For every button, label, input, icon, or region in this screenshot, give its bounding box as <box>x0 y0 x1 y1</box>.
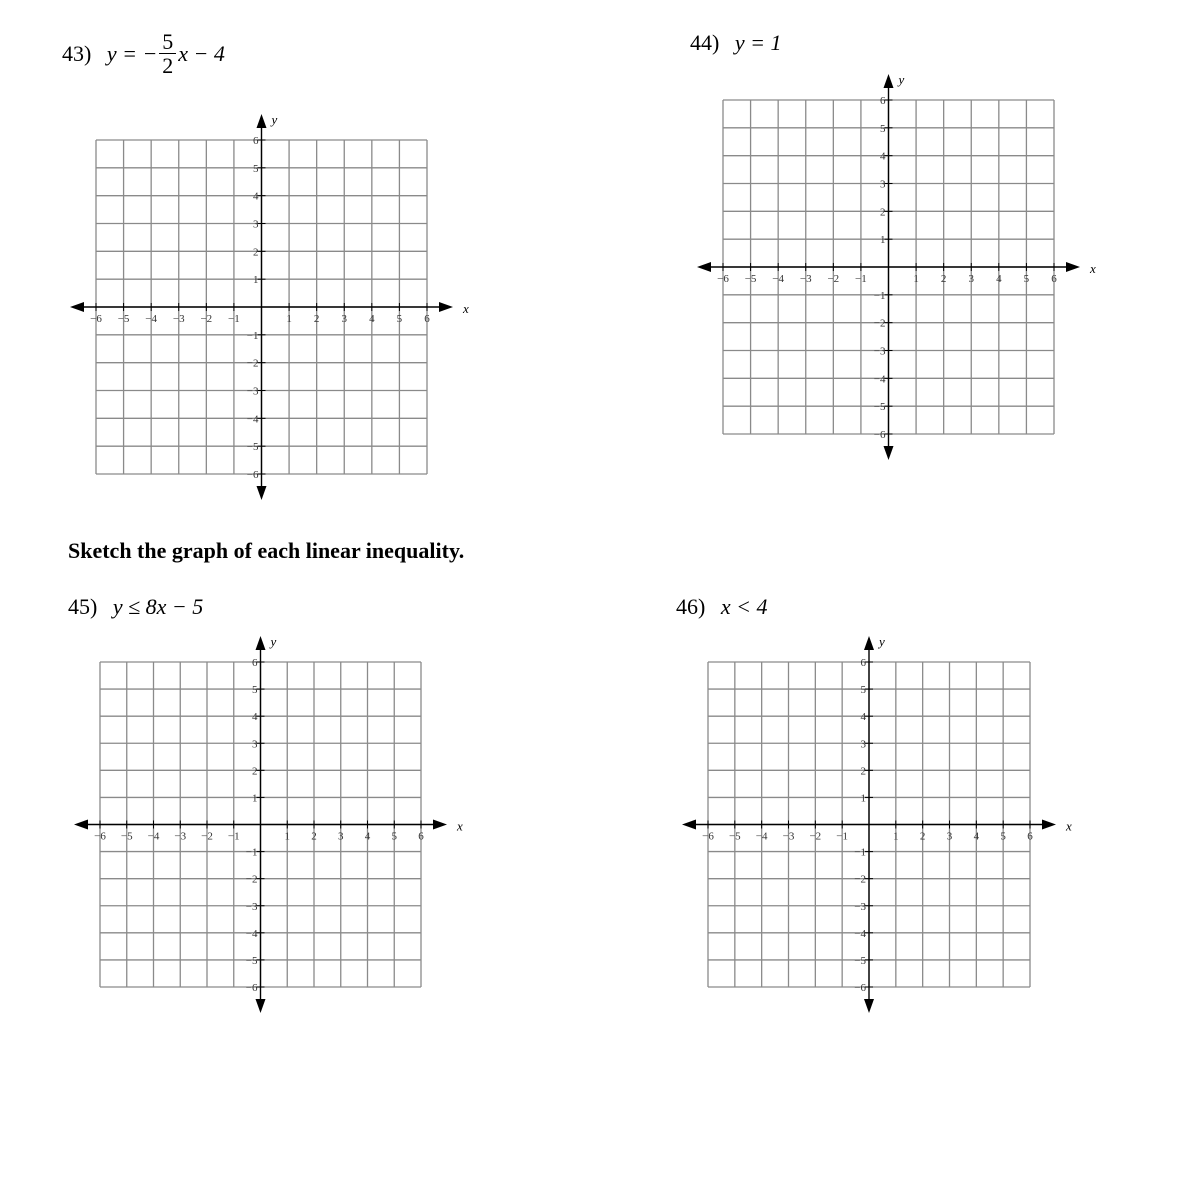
y-tick-label: −4 <box>873 373 886 386</box>
y-tick-label: −3 <box>854 900 866 913</box>
y-axis-label: y <box>271 112 278 127</box>
x-tick-label: 1 <box>286 313 292 325</box>
equation-rhs: x − 4 <box>178 40 225 66</box>
y-tick-label: 4 <box>252 711 258 724</box>
y-tick-label: 4 <box>880 150 886 163</box>
x-tick-label: −2 <box>201 830 213 843</box>
problem-number: 43) <box>62 40 92 66</box>
x-tick-label: −2 <box>809 830 822 843</box>
x-tick-label: 5 <box>396 313 403 325</box>
x-tick-label: 4 <box>369 313 375 325</box>
y-tick-label: 3 <box>860 738 866 751</box>
y-tick-label: 5 <box>252 684 258 697</box>
y-tick-label: 6 <box>880 95 886 107</box>
y-tick-label: 6 <box>860 657 866 669</box>
y-tick-label: −3 <box>246 385 259 398</box>
y-tick-label: −5 <box>245 954 258 967</box>
equation-lhs: y = − <box>106 40 158 66</box>
problem-number: 46) <box>676 594 706 619</box>
x-tick-label: −6 <box>90 313 102 325</box>
problem-number: 45) <box>68 594 98 619</box>
x-tick-label: −5 <box>744 273 757 285</box>
fraction-numerator: 5 <box>159 30 176 54</box>
equation: y = 1 <box>734 30 782 55</box>
y-tick-label: −6 <box>246 469 259 481</box>
x-tick-label: −4 <box>147 830 160 843</box>
x-tick-label: 6 <box>1027 830 1033 843</box>
y-tick-label: 3 <box>880 178 886 191</box>
y-tick-label: −5 <box>246 441 259 454</box>
x-tick-label: 6 <box>1051 273 1057 285</box>
x-tick-label: −5 <box>120 830 133 843</box>
y-tick-label: 6 <box>252 657 258 669</box>
y-tick-label: −1 <box>854 846 866 859</box>
y-tick-label: 1 <box>253 274 259 287</box>
y-tick-label: 5 <box>253 162 259 175</box>
y-tick-label: 2 <box>252 765 258 778</box>
y-tick-label: 5 <box>880 122 886 135</box>
y-tick-label: −2 <box>246 357 259 370</box>
x-tick-label: −2 <box>200 313 213 325</box>
x-tick-label: −2 <box>827 273 840 285</box>
x-tick-label: −3 <box>174 830 187 843</box>
x-tick-label: −3 <box>782 830 795 843</box>
x-tick-label: 2 <box>919 830 926 843</box>
y-tick-label: −5 <box>854 954 866 967</box>
y-axis-label: y <box>879 634 885 649</box>
y-tick-label: −1 <box>246 329 259 342</box>
x-tick-label: 1 <box>913 273 919 285</box>
x-tick-label: 3 <box>968 273 974 285</box>
x-tick-label: −1 <box>855 273 867 285</box>
y-tick-label: 1 <box>860 792 866 805</box>
x-tick-label: 3 <box>946 830 953 843</box>
x-tick-label: 1 <box>284 830 290 843</box>
y-tick-label: −3 <box>245 900 258 913</box>
x-tick-label: −1 <box>227 830 240 843</box>
x-tick-label: 6 <box>418 830 424 843</box>
x-tick-label: 5 <box>1000 830 1006 843</box>
x-axis-arrow-right <box>1042 820 1056 830</box>
y-axis-label: y <box>898 72 905 87</box>
equation: y ≤ 8x − 5 <box>112 594 204 619</box>
x-tick-label: −3 <box>799 273 812 285</box>
x-tick-label: 5 <box>1023 273 1030 285</box>
instruction: Sketch the graph of each linear inequality. <box>68 538 465 563</box>
y-tick-label: 3 <box>253 218 259 231</box>
x-tick-label: 2 <box>311 830 317 843</box>
x-tick-label: −1 <box>228 313 240 325</box>
x-tick-label: 2 <box>313 313 320 325</box>
x-tick-label: −6 <box>94 830 106 843</box>
x-tick-label: −4 <box>145 313 158 325</box>
y-tick-label: −5 <box>873 401 886 414</box>
y-axis-arrow-down <box>864 999 874 1013</box>
y-tick-label: 1 <box>880 234 886 247</box>
x-tick-label: 2 <box>940 273 947 285</box>
y-tick-label: 2 <box>860 765 866 778</box>
y-tick-label: −1 <box>245 846 258 859</box>
y-tick-label: −2 <box>854 873 866 886</box>
y-tick-label: 2 <box>253 246 259 259</box>
x-tick-label: 5 <box>391 830 397 843</box>
y-tick-label: 4 <box>253 190 259 203</box>
x-tick-label: 3 <box>338 830 344 843</box>
x-axis-label: x <box>1090 261 1096 276</box>
problem-number: 44) <box>690 30 720 55</box>
x-axis-label: x <box>463 301 469 316</box>
fraction-denominator: 2 <box>162 53 174 79</box>
x-tick-label: −6 <box>717 273 729 285</box>
x-tick-label: −1 <box>836 830 849 843</box>
y-tick-label: −1 <box>873 289 886 302</box>
y-tick-label: −4 <box>245 927 258 940</box>
y-tick-label: −6 <box>873 429 886 441</box>
y-tick-label: −4 <box>854 927 866 940</box>
y-tick-label: 6 <box>253 135 259 147</box>
x-tick-label: 3 <box>341 313 347 325</box>
y-axis-arrow-up <box>864 636 874 650</box>
y-tick-label: −2 <box>873 317 886 330</box>
y-tick-label: 2 <box>880 206 886 219</box>
x-tick-label: 4 <box>364 830 371 843</box>
x-tick-label: −4 <box>772 273 785 285</box>
y-tick-label: 1 <box>252 792 258 805</box>
x-axis-arrow-left <box>682 820 696 830</box>
x-tick-label: −5 <box>117 313 130 325</box>
x-axis-label: x <box>1066 818 1072 834</box>
x-tick-label: −4 <box>755 830 768 843</box>
x-tick-label: 1 <box>893 830 899 843</box>
y-tick-label: −3 <box>873 345 886 358</box>
y-axis-label: y <box>270 634 277 649</box>
y-tick-label: 3 <box>252 738 258 751</box>
y-tick-label: −6 <box>854 982 866 994</box>
x-axis-label: x <box>457 818 463 834</box>
equation: x < 4 <box>720 594 768 619</box>
x-tick-label: 4 <box>973 830 980 843</box>
x-tick-label: 4 <box>996 273 1002 285</box>
x-tick-label: −6 <box>702 830 714 843</box>
x-tick-label: −3 <box>172 313 185 325</box>
x-tick-label: 6 <box>424 313 430 325</box>
y-tick-label: 4 <box>860 711 866 724</box>
y-tick-label: −4 <box>246 413 259 426</box>
y-tick-label: −6 <box>245 982 258 994</box>
y-tick-label: −2 <box>245 873 258 886</box>
x-tick-label: −5 <box>728 830 741 843</box>
y-tick-label: 5 <box>860 684 866 697</box>
